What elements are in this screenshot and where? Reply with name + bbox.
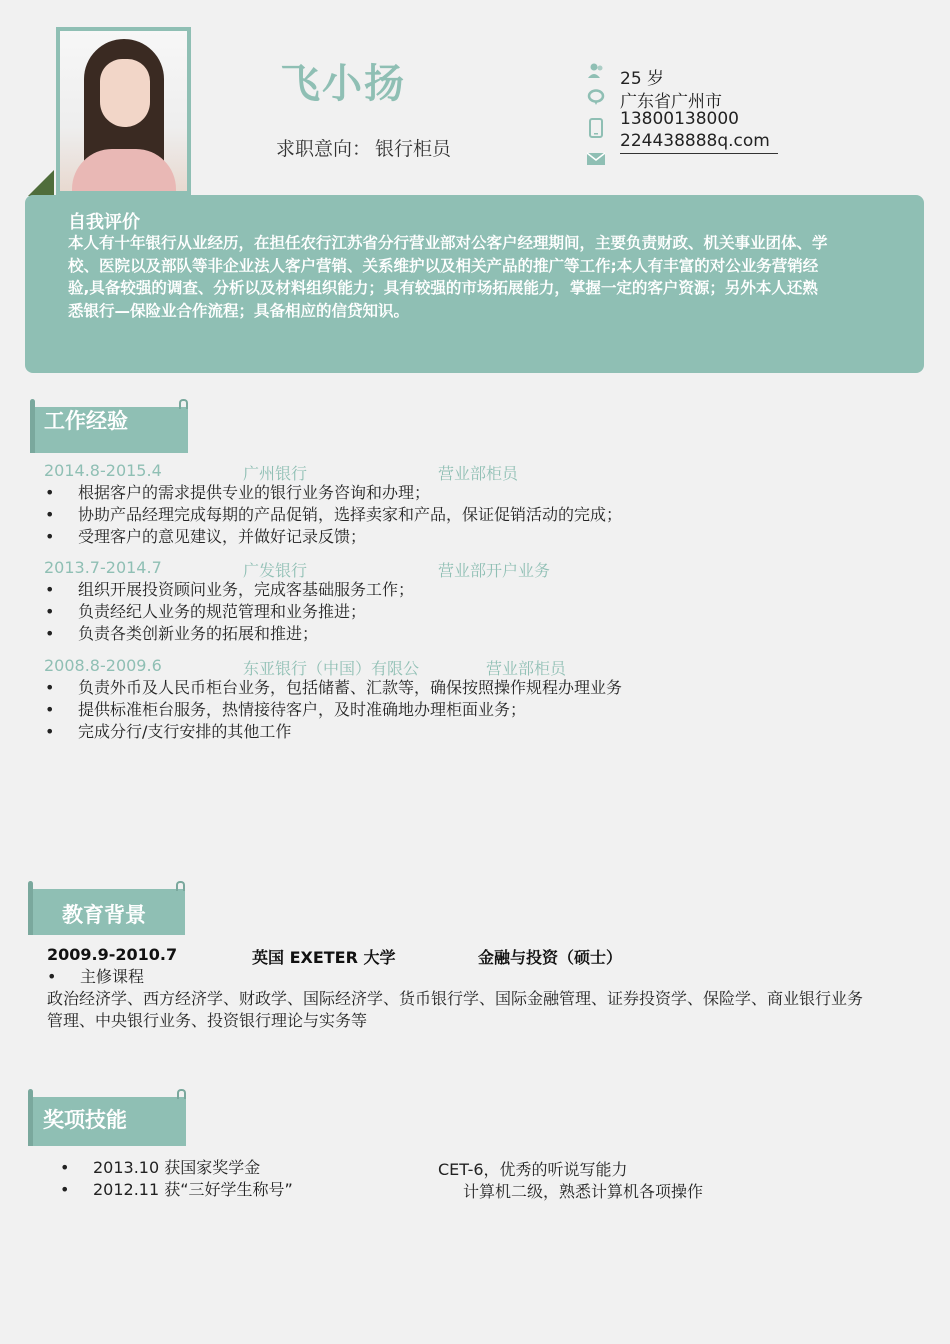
mail-icon: [586, 151, 606, 171]
job-role: 营业部柜员: [438, 464, 519, 483]
summary-line: 验,具备较强的调查、分析以及材料组织能力；具有较强的市场拓展能力，掌握一定的客户资源；另外本人还熟: [68, 279, 818, 297]
edu-courses: [47, 988, 917, 1032]
list-item: • 2013.10 获国家奖学金: [60, 1157, 293, 1179]
summary-text: [68, 232, 898, 322]
email-underline: [620, 153, 778, 154]
job-period: 2013.7-2014.7: [44, 558, 162, 577]
summary-line: 校、医院以及部队等非企业法人客户营销、关系维护以及相关产品的推广等工作;本人有丰富的对公业务营销经: [68, 256, 819, 275]
list-item: • 根据客户的需求提供专业的银行业务咨询和办理；: [45, 482, 622, 504]
avatar: [60, 31, 187, 191]
edu-period: 2009.9-2010.7: [47, 945, 178, 964]
list-item: • 2012.11 获“三好学生称号”: [60, 1179, 293, 1201]
list-item: • 提供标准柜台服务，热情接待客户，及时准确地办理柜面业务；: [45, 699, 622, 721]
job-company: 东亚银行（中国）有限公: [243, 659, 420, 678]
edu-courses-label-list: [47, 966, 144, 988]
job-company: 广州银行: [243, 464, 308, 483]
edu-courses-line: 政治经济学、西方经济学、财政学、国际经济学、货币银行学、国际金融管理、证券投资学、保险学、商业银行业务: [47, 989, 864, 1008]
phone-icon: [586, 118, 606, 138]
edu-degree: 金融与投资（硕士）: [478, 948, 623, 967]
skill-item: 计算机二级，熟悉计算机各项操作: [463, 1182, 704, 1201]
list-item: • 完成分行/支行安排的其他工作: [45, 721, 622, 743]
summary-line: 悉银行—保险业合作流程；具备相应的信贷知识。: [68, 301, 410, 320]
list-item: • 组织开展投资顾问业务，完成客基础服务工作；: [45, 579, 414, 601]
list-item: • 负责外币及人民币柜台业务，包括储蓄、汇款等，确保按照操作规程办理业务: [45, 677, 622, 699]
edu-courses-line: 管理、中央银行业务、投资银行理论与实务等: [47, 1011, 368, 1030]
job-role: 营业部柜员: [486, 659, 567, 678]
job-period: 2008.8-2009.6: [44, 656, 162, 675]
contact-email[interactable]: 224438888q.com: [620, 131, 770, 151]
summary-title: 自我评价: [68, 212, 140, 233]
list-item: • 主修课程: [47, 966, 144, 988]
list-item: • 负责经纪人业务的规范管理和业务推进；: [45, 601, 414, 623]
candidate-name: 飞小扬: [280, 61, 406, 107]
job-period: 2014.8-2015.4: [44, 461, 162, 480]
job-company: 广发银行: [243, 561, 308, 580]
contact-age: 25 岁: [620, 69, 665, 89]
list-item: • 受理客户的意见建议，并做好记录反馈；: [45, 526, 622, 548]
job-duties: [45, 677, 622, 743]
list-item: • 负责各类创新业务的拓展和推进；: [45, 623, 414, 645]
job-intent-value: 银行柜员: [375, 138, 452, 160]
location-pin-icon: [586, 88, 606, 108]
corner-decoration: [28, 170, 54, 196]
job-duties: [45, 482, 622, 548]
edu-school: 英国 EXETER 大学: [252, 948, 396, 967]
awards-list: [60, 1157, 293, 1201]
summary-line: 本人有十年银行从业经历，在担任农行江苏省分行营业部对公客户经理期间，主要负责财政、机关事业团体、学: [68, 234, 828, 252]
contact-location: 广东省广州市: [620, 92, 722, 112]
contact-phone: 13800138000: [620, 109, 739, 129]
section-title-awards: 奖项技能: [43, 1108, 127, 1132]
job-duties: [45, 579, 414, 645]
job-role: 营业部开户业务: [438, 561, 551, 580]
skill-item: CET-6，优秀的听说写能力: [438, 1160, 628, 1179]
section-title-work: 工作经验: [44, 409, 128, 433]
job-intent-label: 求职意向：: [276, 138, 372, 160]
user-icon: [586, 62, 606, 82]
section-title-education: 教育背景: [62, 903, 146, 927]
list-item: • 协助产品经理完成每期的产品促销，选择卖家和产品，保证促销活动的完成；: [45, 504, 622, 526]
job-intent: [276, 134, 451, 161]
profile-photo-frame: [56, 27, 191, 195]
